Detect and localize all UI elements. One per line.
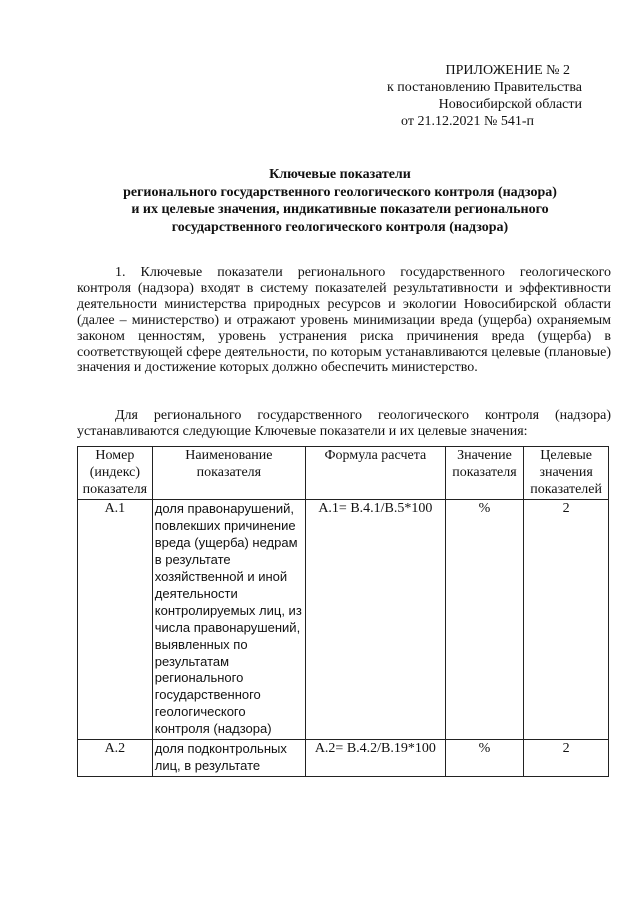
cell-number: А.2 (78, 740, 153, 777)
cell-target: 2 (524, 740, 609, 777)
paragraph-1: 1. Ключевые показатели регионального государственного геологического контроля (надзора) входят в систему показателей результативности и эффективности деятельности министерства природных ресурсов и экологии Новосибирской области (далее – министерство) и отражают уровень минимизации вреда (ущерба) охраняемым законом ценностям, уровень устранения риска причинения вреда (ущерба) в соответствующей сфере деятельности, по которым устанавливаются целевые (плановые) значения и достижение которых должно обеспечить министерство. (77, 265, 611, 376)
cell-value: % (445, 500, 524, 740)
heading-line-1: Ключевые показатели (269, 167, 411, 182)
appendix-block (282, 62, 582, 130)
heading-line-4: государственного геологического контроля (надзора) (171, 219, 509, 235)
cell-number: А.1 (78, 500, 153, 740)
cell-name: доля подконтрольных лиц, в результате (152, 740, 305, 777)
appendix-date: от 21.12.2021 № 541-п (401, 114, 534, 129)
table-row (78, 740, 609, 777)
header-value: Значение показателя (445, 447, 524, 500)
header-name: Наименование показателя (152, 447, 305, 500)
cell-formula: А.1= В.4.1/В.5*100 (306, 500, 446, 740)
cell-target: 2 (524, 500, 609, 740)
appendix-region: Новосибирской области (438, 97, 582, 112)
header-target: Целевые значения показателей (524, 447, 609, 500)
paragraph-2: Для регионального государственного геологического контроля (надзора) устанавливаются следующие Ключевые показатели и их целевые значения: (77, 408, 611, 439)
heading-line-3: и их целевые значения, индикативные показатели регионального (131, 202, 549, 217)
cell-formula: А.2= В.4.2/В.19*100 (306, 740, 446, 777)
header-number: Номер (индекс) показателя (78, 447, 153, 500)
heading-line-2: регионального государственного геологического контроля (надзора) (123, 184, 557, 200)
appendix-resolution: к постановлению Правительства (386, 80, 582, 95)
appendix-title: ПРИЛОЖЕНИЕ № 2 (445, 63, 570, 78)
document-heading (60, 166, 620, 236)
cell-value: % (445, 740, 524, 777)
header-formula: Формула расчета (306, 447, 446, 500)
table-row (78, 500, 609, 740)
kpi-table (77, 446, 609, 777)
table-header-row (78, 447, 609, 500)
cell-name: доля правонарушений, повлекших причинение вреда (ущерба) недрам в результате хозяйственной и иной деятельности контролируемых лиц, из числа правонарушений, выявленных по результатам регионального государственного геологического контроля (надзора) (152, 500, 305, 740)
